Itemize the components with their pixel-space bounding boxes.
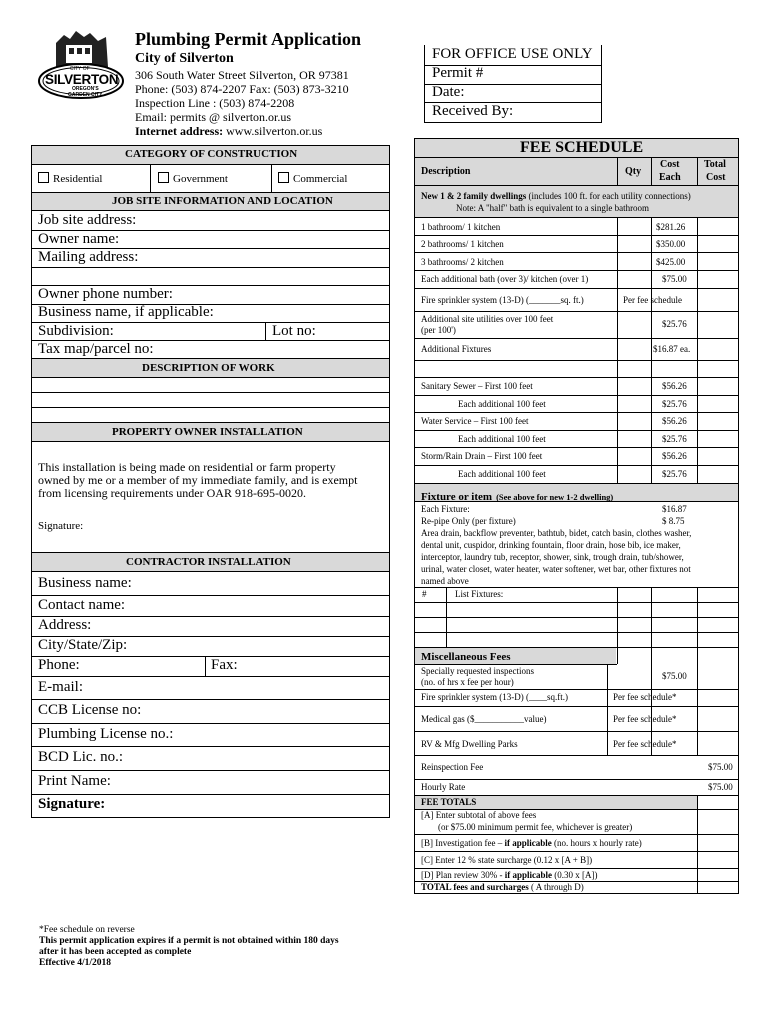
- col-cost-1: Cost: [660, 159, 680, 170]
- row-1bath-label: 1 bathroom/ 1 kitchen: [421, 222, 501, 232]
- total-d: [421, 871, 598, 880]
- total-b-bold: if applicable: [504, 838, 552, 848]
- city-phone: Phone: (503) 874-2207 Fax: (503) 873-3210: [135, 82, 349, 96]
- reinspection-cost: $75.00: [708, 762, 733, 772]
- water-additional-cost: $25.76: [662, 434, 687, 444]
- repipe-cost: $ 8.75: [662, 516, 685, 526]
- website-label: Internet address:: [135, 124, 224, 138]
- owner-name-field[interactable]: Owner name:: [38, 231, 120, 247]
- fee-totals-title: FEE TOTALS: [421, 797, 477, 807]
- address-field[interactable]: Address:: [38, 617, 92, 633]
- date-field[interactable]: Date:: [432, 84, 465, 100]
- new-dwellings-rest: (includes 100 ft. for each utility connections): [526, 191, 691, 201]
- misc-title: Miscellaneous Fees: [421, 651, 511, 663]
- row-addbath-cost: $75.00: [662, 274, 687, 284]
- sanitary-sewer-label: Sanitary Sewer – First 100 feet: [421, 381, 533, 391]
- expiration-note-1: This permit application expires if a permit is not obtained within 180 days: [39, 936, 339, 946]
- owner-phone-field[interactable]: Owner phone number:: [38, 286, 173, 302]
- misc-sprinkler-fee: Per fee schedule*: [613, 692, 677, 702]
- sprinkler-label: Fire sprinkler system (13-D) (_______sq. ft.): [421, 295, 584, 305]
- col-description: Description: [421, 166, 471, 177]
- expiration-note-2: after it has been accepted as complete: [39, 947, 192, 957]
- sewer-additional-cost: $25.76: [662, 399, 687, 409]
- col-total-1: Total: [704, 159, 726, 170]
- row-2bath-label: 2 bathrooms/ 1 kitchen: [421, 239, 504, 249]
- city-address: 306 South Water Street Silverton, OR 97381: [135, 68, 349, 82]
- owner-signature-field[interactable]: Signature:: [38, 520, 84, 532]
- fixture-list-5: named above: [421, 576, 469, 586]
- tax-map-field[interactable]: Tax map/parcel no:: [38, 341, 154, 357]
- mailing-address-field[interactable]: Mailing address:: [38, 249, 139, 265]
- col-qty: Qty: [625, 166, 642, 177]
- fixture-list-1: Area drain, backflow preventer, bathtub, bidet, catch basin, clothes washer,: [421, 528, 692, 538]
- inspection-line: Inspection Line : (503) 874-2208: [135, 96, 295, 110]
- email-field[interactable]: E-mail:: [38, 679, 83, 695]
- additional-fixtures-cost: $16.87 ea.: [653, 344, 691, 354]
- logo-silverton: SILVERTON: [45, 72, 119, 87]
- each-fixture-label: Each Fixture:: [421, 504, 470, 514]
- special-inspections-1: Specially requested inspections: [421, 666, 534, 676]
- contractor-signature-field[interactable]: Signature:: [38, 796, 106, 812]
- total-b: [421, 839, 642, 848]
- medical-gas-fee: Per fee schedule*: [613, 714, 677, 724]
- fee-schedule-title: FEE SCHEDULE: [520, 139, 644, 156]
- fixture-list-4: urinal, water closet, water heater, water softener, wet bar, other fixtures not: [421, 564, 691, 574]
- city-email: Email: permits @ silverton.or.us: [135, 110, 292, 124]
- new-dwellings-bold: New 1 & 2 family dwellings: [421, 191, 527, 201]
- special-inspections-cost: $75.00: [662, 671, 687, 681]
- half-bath-note: Note: A "half" bath is equivalent to a single bathroom: [456, 203, 650, 213]
- storm-drain-cost: $56.26: [662, 451, 687, 461]
- hourly-rate-cost: $75.00: [708, 782, 733, 792]
- government-checkbox[interactable]: [158, 172, 228, 185]
- commercial-label: Commercial: [293, 173, 348, 185]
- total-fees-post: ( A through D): [528, 882, 584, 892]
- medical-gas-label: Medical gas ($___________value): [421, 714, 547, 724]
- additional-fixtures-label: Additional Fixtures: [421, 344, 492, 354]
- owner-install-text-1: This installation is being made on residential or farm property: [38, 460, 336, 474]
- ccb-license-field[interactable]: CCB License no:: [38, 702, 142, 718]
- rv-parks-fee: Per fee schedule*: [613, 739, 677, 749]
- commercial-checkbox[interactable]: [278, 172, 347, 185]
- page-title: Plumbing Permit Application: [135, 29, 362, 49]
- fixture-list-3: interceptor, laundry tub, receptor, shower, sink, trough drain, tub/shower,: [421, 552, 684, 562]
- business-name-field[interactable]: Business name, if applicable:: [38, 304, 214, 320]
- fixture-title-text: Fixture or item: [421, 491, 493, 503]
- owner-install-title: PROPERTY OWNER INSTALLATION: [112, 426, 303, 438]
- plumbing-license-field[interactable]: Plumbing License no.:: [38, 726, 174, 742]
- total-fees-bold: TOTAL fees and surcharges: [421, 882, 529, 892]
- misc-sprinkler-label: Fire sprinkler system (13-D) (____sq.ft.): [421, 692, 568, 702]
- total-d-post: (0.30 x [A]): [552, 870, 598, 880]
- city-state-zip-field[interactable]: City/State/Zip:: [38, 637, 128, 653]
- water-additional-label: Each additional 100 feet: [458, 434, 546, 444]
- special-inspections-2: (no. of hrs x fee per hour): [421, 677, 514, 687]
- description-title: DESCRIPTION OF WORK: [142, 362, 275, 374]
- owner-install-text-2: owned by me or a member of my immediate family, and is exempt: [38, 473, 358, 487]
- total-b-pre: [B] Investigation fee –: [421, 838, 505, 848]
- row-2bath-cost: $350.00: [656, 239, 686, 249]
- repipe-label: Re-pipe Only (per fixture): [421, 516, 516, 526]
- fax-field[interactable]: Fax:: [211, 657, 238, 673]
- site-utilities-2: (per 100'): [421, 325, 456, 335]
- col-total-2: Cost: [706, 172, 726, 183]
- government-label: Government: [173, 173, 228, 185]
- storm-additional-label: Each additional 100 feet: [458, 469, 546, 479]
- print-name-field[interactable]: Print Name:: [38, 773, 111, 789]
- site-utilities-cost: $25.76: [662, 319, 687, 329]
- reinspection-label: Reinspection Fee: [421, 762, 484, 772]
- rv-parks-label: RV & Mfg Dwelling Parks: [421, 739, 518, 749]
- storm-drain-label: Storm/Rain Drain – First 100 feet: [421, 451, 543, 461]
- list-fixtures-header: List Fixtures:: [455, 589, 504, 599]
- logo-garden-city: GARDEN CITY: [68, 92, 103, 98]
- city-website: [135, 125, 322, 137]
- description-line[interactable]: [31, 392, 390, 393]
- fixture-list-row[interactable]: [414, 617, 739, 618]
- logo-city-of: CITY OF: [70, 66, 90, 72]
- business-name-field[interactable]: Business name:: [38, 575, 132, 591]
- contractor-title: CONTRACTOR INSTALLATION: [126, 556, 291, 568]
- total-fees: [421, 883, 584, 892]
- description-line[interactable]: [31, 407, 390, 408]
- job-title: JOB SITE INFORMATION AND LOCATION: [112, 195, 333, 207]
- residential-label: Residential: [53, 173, 103, 185]
- logo-oregons: OREGON'S: [72, 86, 99, 92]
- sprinkler-per-fee: Per fee schedule: [623, 295, 682, 305]
- contact-name-field[interactable]: Contact name:: [38, 597, 126, 613]
- water-service-cost: $56.26: [662, 416, 687, 426]
- website-value: www.silverton.or.us: [226, 124, 323, 138]
- each-fixture-cost: $16.87: [662, 504, 687, 514]
- fixture-list-2: dental unit, cuspidor, drinking fountain, floor drain, hose bib, ice maker,: [421, 540, 681, 550]
- city-logo: [36, 27, 126, 105]
- category-title: CATEGORY OF CONSTRUCTION: [125, 148, 298, 160]
- hourly-rate-label: Hourly Rate: [421, 782, 466, 792]
- fixture-subtitle: (See above for new 1-2 dwelling): [496, 492, 614, 502]
- fee-schedule-note: *Fee schedule on reverse: [39, 925, 135, 935]
- received-by-field[interactable]: Received By:: [432, 103, 514, 119]
- water-service-label: Water Service – First 100 feet: [421, 416, 529, 426]
- total-d-bold: if applicable: [504, 870, 552, 880]
- sanitary-sewer-cost: $56.26: [662, 381, 687, 391]
- total-a-1: [A] Enter subtotal of above fees: [421, 810, 537, 820]
- effective-date: Effective 4/1/2018: [39, 958, 112, 968]
- total-b-post: (no. hours x hourly rate): [551, 838, 642, 848]
- permit-number-field[interactable]: Permit #: [432, 65, 484, 81]
- total-a-2: (or $75.00 minimum permit fee, whichever is greater): [438, 822, 633, 832]
- new-dwellings-heading: [421, 192, 691, 201]
- owner-install-text-3: from licensing requirements under OAR 918-695-0020.: [38, 486, 306, 500]
- lot-number-field[interactable]: Lot no:: [272, 323, 316, 339]
- row-3bath-cost: $425.00: [656, 257, 686, 267]
- phone-field[interactable]: Phone:: [38, 657, 80, 673]
- fixture-list-row[interactable]: [414, 632, 739, 633]
- row-1bath-cost: $281.26: [656, 222, 686, 232]
- row-3bath-label: 3 bathrooms/ 2 kitchen: [421, 257, 504, 267]
- residential-checkbox[interactable]: [38, 172, 103, 185]
- site-utilities-1: Additional site utilities over 100 feet: [421, 314, 554, 324]
- total-d-pre: [D] Plan review 30% -: [421, 870, 505, 880]
- col-cost-2: Each: [659, 172, 681, 183]
- sewer-additional-label: Each additional 100 feet: [458, 399, 546, 409]
- subdivision-field[interactable]: Subdivision:: [38, 323, 114, 339]
- bcd-license-field[interactable]: BCD Lic. no.:: [38, 749, 123, 765]
- storm-additional-cost: $25.76: [662, 469, 687, 479]
- city-name: City of Silverton: [135, 51, 234, 66]
- office-use-title: FOR OFFICE USE ONLY: [432, 46, 593, 62]
- row-addbath-label: Each additional bath (over 3)/ kitchen (over 1): [421, 274, 589, 284]
- fixture-number-header: #: [422, 589, 427, 599]
- total-c: [C] Enter 12 % state surcharge (0.12 x [A + B]): [421, 855, 593, 865]
- job-site-address-field[interactable]: Job site address:: [38, 212, 137, 228]
